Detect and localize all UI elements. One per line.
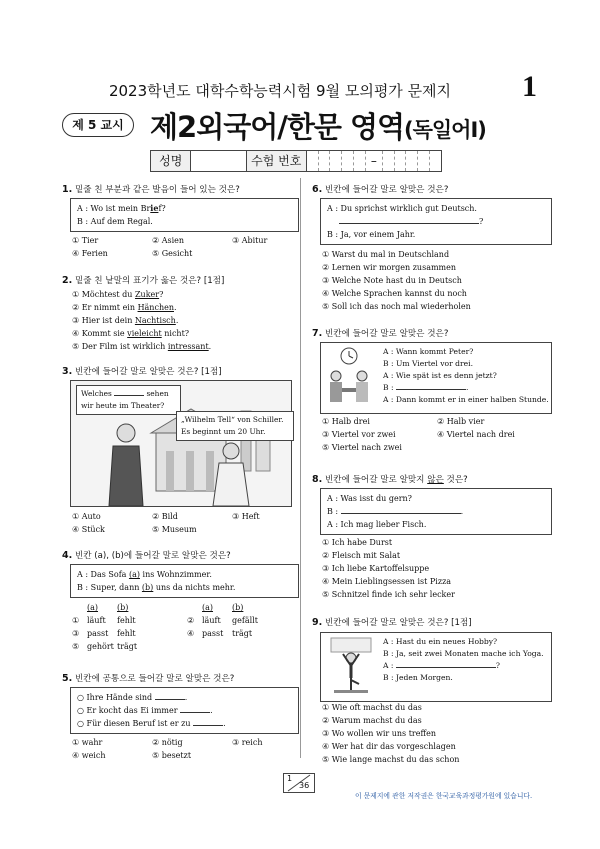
option[interactable]: ④ Ferien — [72, 249, 108, 258]
subject-main: 제2외국어/한문 영역 — [150, 110, 404, 144]
exam-number-cell[interactable] — [430, 151, 441, 171]
q1-box: A : Wo ist mein Brief? B : Auf dem Regal. — [70, 198, 299, 232]
period-badge: 제 5 교시 — [62, 113, 134, 137]
q2-title: 2. 밑줄 친 낱말의 표기가 옳은 것은? [1점] — [62, 275, 225, 286]
q2-options — [72, 288, 211, 353]
q9-box — [320, 632, 552, 702]
option[interactable]: ③ Abitur — [232, 236, 268, 245]
yoga-person-image — [326, 636, 376, 694]
option[interactable]: ④ Kommt sie vieleicht nicht? — [72, 329, 190, 338]
exam-number-cell[interactable] — [406, 151, 418, 171]
q1-title: 1. 밑줄 친 부분과 같은 발음이 들어 있는 것은? — [62, 184, 240, 195]
q8-box: A : Was isst du gern? B : . A : Ich mag lieber Fisch. — [320, 488, 552, 535]
option[interactable]: ① Tier — [72, 236, 99, 245]
option[interactable]: ④ Welche Sprachen kannst du noch — [322, 289, 467, 298]
exam-number-cell[interactable] — [418, 151, 430, 171]
option[interactable]: ① wahr — [72, 738, 103, 747]
column-divider — [300, 178, 301, 758]
option[interactable]: ② Fleisch mit Salat — [322, 551, 401, 560]
option[interactable]: ④ Viertel nach drei — [437, 430, 515, 439]
speech-bubble-left: Welches sehen wir heute im Theater? — [76, 385, 181, 415]
option[interactable]: ⑤ Schnitzel finde ich sehr lecker — [322, 590, 455, 599]
q7-title: 7. 빈칸에 들어갈 말로 알맞은 것은? — [312, 328, 449, 339]
option[interactable]: ④ Stück — [72, 525, 105, 534]
option[interactable]: ③ Heft — [232, 512, 260, 521]
option[interactable]: ① Ich habe Durst — [322, 538, 393, 547]
exam-number-cell[interactable] — [342, 151, 354, 171]
clock-and-people-image — [324, 346, 374, 406]
option[interactable]: ② Er nimmt ein Hänchen. — [72, 303, 177, 312]
q3-title: 3. 빈칸에 들어갈 말로 알맞은 것은? [1점] — [62, 366, 222, 377]
q9-dialog: A : Hast du ein neues Hobby? B : Ja, seit zwei Monaten mache ich Yoga. A : ? B : Jeden Morgen. — [383, 637, 544, 682]
option[interactable]: ② Asien — [152, 236, 185, 245]
exam-number-cell[interactable] — [330, 151, 342, 171]
exam-number-cell[interactable] — [319, 151, 331, 171]
q9-options — [322, 701, 459, 766]
name-label: 성명 — [151, 151, 191, 171]
option[interactable]: ⑤ Wie lange machst du das schon — [322, 755, 460, 764]
exam-number-cell[interactable] — [395, 151, 407, 171]
option-row[interactable]: ⑤ gehört trägt — [72, 642, 138, 651]
option[interactable]: ① Auto — [72, 512, 101, 521]
q9-title: 9. 빈칸에 들어갈 말로 알맞은 것은? [1점] — [312, 617, 472, 628]
exam-number-cell[interactable] — [307, 151, 319, 171]
q3-options — [72, 510, 312, 536]
option[interactable]: ③ Hier ist dein Nachtisch. — [72, 316, 179, 325]
footer-total: 36 — [299, 781, 310, 790]
page-number: 1 — [522, 70, 537, 103]
option[interactable]: ③ Wo wollen wir uns treffen — [322, 729, 437, 738]
option[interactable]: ③ reich — [232, 738, 263, 747]
q7-dialog: A : Wann kommt Peter? B : Um Viertel vor drei. A : Wie spät ist es denn jetzt? B : . A : Dann kommt er in einer halben Stunde. — [383, 347, 549, 404]
q5-box: ○ Ihre Hände sind . ○ Er kocht das Ei immer . ○ Für diesen Beruf ist er zu . — [70, 687, 299, 734]
q6-title: 6. 빈칸에 들어갈 말로 알맞은 것은? — [312, 184, 449, 195]
exam-number-cell[interactable] — [383, 151, 395, 171]
q1-options — [72, 234, 312, 260]
q4-options: (a) (b) (a) (b) ① läuft fehlt ② läuft gefällt ③ passt fehlt ④ passt trägt ⑤ gehört trägt — [72, 601, 292, 653]
subject-title — [150, 105, 486, 146]
option[interactable]: ③ Ich liebe Kartoffelsuppe — [322, 564, 430, 573]
footer-page-indicator — [283, 773, 315, 793]
q3-illustration — [70, 380, 292, 507]
option[interactable]: ② Halb vier — [437, 417, 485, 426]
name-and-exam-number-bar — [150, 150, 442, 172]
option[interactable]: ⑤ Museum — [152, 525, 197, 534]
speech-bubble-right: „Wilhelm Tell“ von Schiller. Es beginnt um 20 Uhr. — [176, 411, 294, 441]
option[interactable]: ④ Wer hat dir das vorgeschlagen — [322, 742, 456, 751]
exam-title: 2023학년도 대학수학능력시험 9월 모의평가 문제지 — [108, 82, 452, 100]
option[interactable]: ① Wie oft machst du das — [322, 703, 422, 712]
q7-options — [322, 415, 552, 454]
option[interactable]: ④ Mein Lieblingsessen ist Pizza — [322, 577, 452, 586]
q8-title: 8. 빈칸에 들어갈 말로 알맞지 않은 것은? — [312, 474, 468, 485]
option[interactable]: ③ Viertel vor zwei — [322, 430, 396, 439]
option[interactable]: ② Warum machst du das — [322, 716, 422, 725]
q5-options — [72, 736, 312, 762]
option[interactable]: ⑤ Gesicht — [152, 249, 193, 258]
option-row[interactable]: ① läuft fehlt ② läuft gefällt — [72, 616, 258, 625]
q7-box — [320, 342, 552, 414]
name-field[interactable] — [191, 151, 246, 171]
option[interactable]: ① Warst du mal in Deutschland — [322, 250, 450, 259]
option[interactable]: ⑤ Soll ich das noch mal wiederholen — [322, 302, 471, 311]
footer-page: 1 — [287, 774, 293, 783]
option[interactable]: ② Bild — [152, 512, 178, 521]
option[interactable]: ⑤ besetzt — [152, 751, 192, 760]
exam-number-dash: – — [366, 151, 383, 171]
option[interactable]: ③ Welche Note hast du in Deutsch — [322, 276, 462, 285]
q6-box: A : Du sprichst wirklich gut Deutsch. ? B : Ja, vor einem Jahr. — [320, 198, 552, 245]
option[interactable]: ④ weich — [72, 751, 106, 760]
q4-box: A : Das Sofa (a) ins Wohnzimmer. B : Super, dann (b) uns da nichts mehr. — [70, 564, 299, 598]
option[interactable]: ① Möchtest du Zuker? — [72, 290, 164, 299]
option[interactable]: ① Halb drei — [322, 417, 370, 426]
option[interactable]: ② nötig — [152, 738, 183, 747]
q8-options — [322, 536, 455, 601]
copyright-notice: 이 문제지에 관한 저작권은 한국교육과정평가원에 있습니다. — [355, 792, 533, 800]
q6-options — [322, 248, 471, 313]
q4-title: 4. 빈칸 (a), (b)에 들어갈 말로 알맞은 것은? — [62, 550, 231, 561]
exam-number-label: 수험 번호 — [247, 151, 307, 171]
option[interactable]: ② Lernen wir morgen zusammen — [322, 263, 457, 272]
option-row[interactable]: ③ passt fehlt ④ passt trägt — [72, 629, 253, 638]
option[interactable]: ⑤ Der Film ist wirklich intressant. — [72, 342, 212, 351]
q5-title: 5. 빈칸에 공통으로 들어갈 말로 알맞은 것은? — [62, 673, 235, 684]
exam-number-cell[interactable] — [354, 151, 366, 171]
subject-sub: (독일어Ⅰ) — [403, 118, 486, 142]
option[interactable]: ⑤ Viertel nach zwei — [322, 443, 402, 452]
